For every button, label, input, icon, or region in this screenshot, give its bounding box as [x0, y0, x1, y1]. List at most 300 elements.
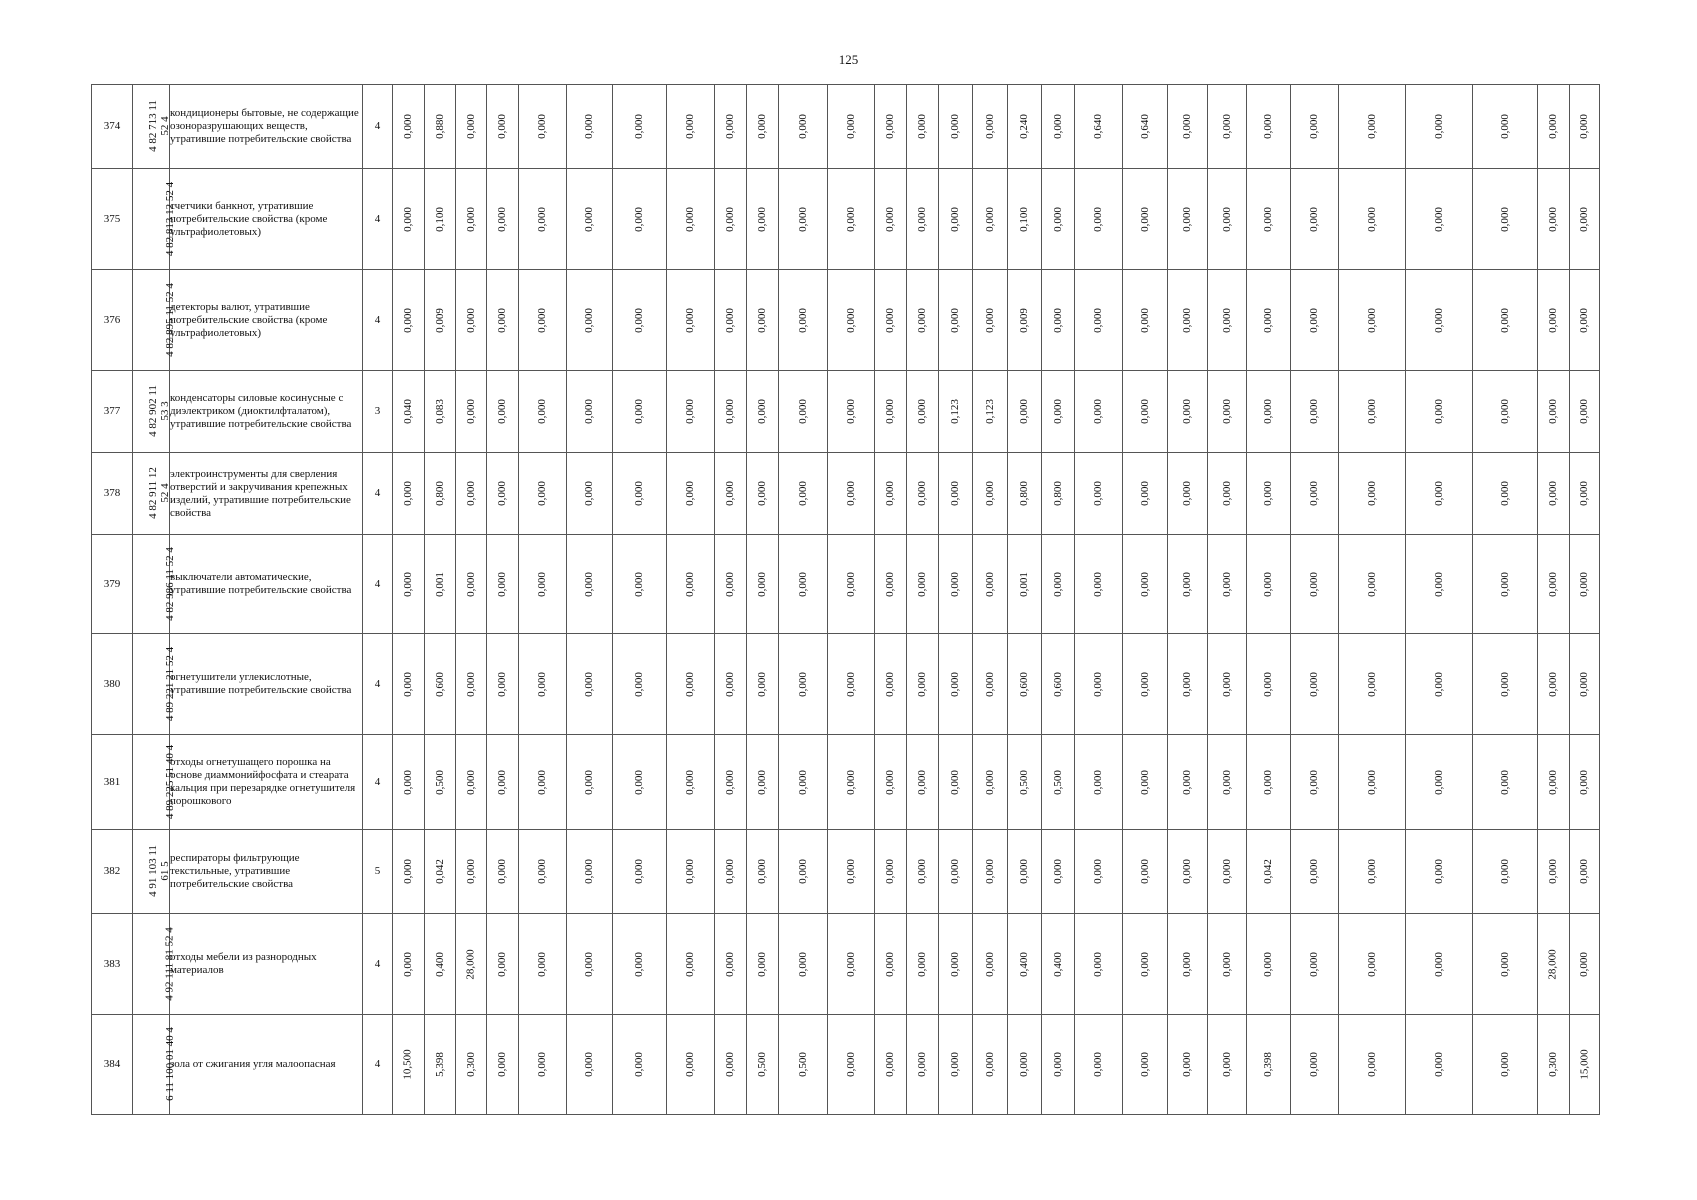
value-cell-text: 0,000 [1498, 769, 1511, 795]
value-cell-text: 0,000 [1138, 481, 1151, 506]
value-cell [1042, 270, 1075, 371]
value-cell [747, 169, 779, 270]
value-cell [939, 735, 973, 830]
value-cell [667, 634, 715, 735]
value-cell-text: 0,000 [1365, 769, 1378, 795]
value-cell-text: 0,000 [1220, 399, 1233, 424]
value-cell [487, 830, 519, 914]
value-cell-text: 0,000 [949, 1052, 961, 1077]
value-cell-text: 0,000 [684, 951, 696, 977]
value-cell [613, 535, 667, 634]
value-cell [907, 735, 939, 830]
value-cell [425, 735, 456, 830]
value-cell-text: 0,000 [756, 399, 768, 424]
value-cell-text: 0,000 [1547, 769, 1559, 795]
value-cell [519, 85, 567, 169]
value-cell-text: 0,000 [496, 571, 508, 597]
waste-code [133, 535, 176, 634]
value-cell [1570, 270, 1600, 371]
value-cell [747, 270, 779, 371]
value-cell-text: 0,000 [1432, 671, 1445, 697]
row-number: 381 [92, 735, 133, 830]
waste-registry-table [91, 84, 1600, 1115]
value-cell-text: 0,000 [1498, 1052, 1511, 1077]
value-cell [1339, 1015, 1406, 1115]
value-cell-text: 0,000 [1262, 951, 1274, 977]
value-cell [393, 535, 425, 634]
value-cell-text: 0,000 [916, 571, 928, 597]
value-cell-text: 0,083 [433, 399, 446, 424]
value-cell [1168, 1015, 1208, 1115]
table-row [92, 270, 1600, 371]
value-cell [715, 914, 747, 1015]
hazard-class: 3 [363, 371, 393, 453]
value-cell [939, 830, 973, 914]
value-cell [715, 1015, 747, 1115]
value-cell [667, 830, 715, 914]
value-cell-text: 0,000 [1262, 671, 1274, 697]
value-cell [939, 371, 973, 453]
value-cell [613, 371, 667, 453]
waste-code-text: 4 89 225 51 40 4 [164, 744, 177, 819]
value-cell-text: 0,640 [1138, 114, 1151, 139]
value-cell-text: 0,000 [402, 859, 414, 884]
value-cell [1570, 735, 1600, 830]
value-cell-text: 0,000 [536, 769, 548, 795]
value-cell [1291, 535, 1339, 634]
value-cell-text: 0,000 [1578, 859, 1590, 884]
value-cell-text: 0,000 [1308, 859, 1320, 884]
value-cell [779, 453, 828, 535]
value-cell [456, 371, 487, 453]
waste-code-text: 4 82 895 11 52 4 [163, 282, 176, 357]
value-cell [456, 914, 487, 1015]
value-cell-text: 0,000 [1181, 671, 1193, 697]
value-cell-text: 0,000 [1498, 859, 1511, 884]
value-cell [747, 453, 779, 535]
value-cell-text: 0,000 [949, 114, 961, 139]
value-cell-text: 0,000 [1092, 769, 1104, 795]
value-cell [1168, 914, 1208, 1015]
value-cell-text: 0,000 [916, 206, 928, 232]
value-cell [456, 830, 487, 914]
value-cell-text: 0,000 [796, 571, 809, 597]
value-cell-text: 0,000 [983, 571, 996, 597]
value-cell [425, 535, 456, 634]
value-cell [1123, 735, 1168, 830]
value-cell [487, 371, 519, 453]
value-cell [1008, 634, 1042, 735]
value-cell [1008, 830, 1042, 914]
value-cell [1042, 1015, 1075, 1115]
value-cell-text: 0,000 [464, 859, 477, 884]
value-cell [393, 85, 425, 169]
value-cell-text: 0,000 [1220, 671, 1233, 697]
value-cell [1339, 634, 1406, 735]
value-cell [1008, 1015, 1042, 1115]
waste-name: кондиционеры бытовые, не содержащие озоноразрушающих веществ, утратившие потребительские свойства [170, 85, 363, 169]
value-cell-text: 0,000 [1181, 1052, 1193, 1077]
value-cell-text: 0,000 [633, 571, 645, 597]
table-row [92, 634, 1600, 735]
value-cell [667, 735, 715, 830]
value-cell-text: 0,000 [844, 399, 857, 424]
value-cell-text: 0,000 [1138, 769, 1151, 795]
value-cell [613, 634, 667, 735]
value-cell-text: 0,000 [1498, 399, 1511, 424]
value-cell [1406, 453, 1473, 535]
value-cell [425, 169, 456, 270]
value-cell [1339, 85, 1406, 169]
value-cell-text: 0,000 [1308, 1052, 1320, 1077]
value-cell-text: 0,000 [756, 307, 768, 333]
value-cell [487, 1015, 519, 1115]
value-cell-text: 5,398 [433, 1052, 446, 1077]
value-cell-text: 0,000 [844, 481, 857, 506]
value-cell-text: 0,000 [796, 307, 809, 333]
value-cell-text: 0,000 [633, 1052, 645, 1077]
value-cell [1075, 1015, 1123, 1115]
value-cell [875, 85, 907, 169]
value-cell [667, 453, 715, 535]
value-cell-text: 0,000 [884, 671, 896, 697]
value-cell [1339, 535, 1406, 634]
value-cell-text: 0,000 [496, 307, 508, 333]
value-cell [613, 735, 667, 830]
value-cell [875, 735, 907, 830]
value-cell [1291, 634, 1339, 735]
value-cell-text: 0,000 [724, 307, 736, 333]
value-cell [828, 535, 875, 634]
value-cell-text: 0,000 [1578, 671, 1590, 697]
value-cell-text: 0,000 [633, 951, 645, 977]
value-cell [779, 371, 828, 453]
value-cell-text: 0,123 [983, 399, 996, 424]
value-cell [1247, 535, 1291, 634]
value-cell [1538, 735, 1570, 830]
value-cell [907, 914, 939, 1015]
value-cell [613, 1015, 667, 1115]
value-cell [1291, 85, 1339, 169]
value-cell [487, 270, 519, 371]
value-cell [907, 830, 939, 914]
value-cell-text: 0,000 [1498, 307, 1511, 333]
value-cell [1570, 453, 1600, 535]
value-cell-text: 0,000 [1365, 206, 1378, 232]
value-cell-text: 0,000 [916, 307, 928, 333]
value-cell-text: 0,000 [1051, 859, 1064, 884]
value-cell-text: 0,000 [1220, 1052, 1233, 1077]
row-number: 383 [92, 914, 133, 1015]
value-cell [1042, 914, 1075, 1015]
value-cell [907, 85, 939, 169]
value-cell [1075, 453, 1123, 535]
value-cell-text: 0,000 [983, 769, 996, 795]
value-cell-text: 0,000 [684, 114, 696, 139]
value-cell [1473, 535, 1538, 634]
value-cell [1168, 634, 1208, 735]
value-cell [907, 535, 939, 634]
value-cell [1208, 85, 1247, 169]
value-cell [1406, 535, 1473, 634]
value-cell-text: 0,000 [796, 671, 809, 697]
value-cell [973, 371, 1008, 453]
value-cell [1208, 371, 1247, 453]
value-cell-text: 0,000 [1498, 206, 1511, 232]
value-cell [667, 169, 715, 270]
value-cell-text: 0,000 [464, 671, 477, 697]
value-cell-text: 0,000 [1308, 671, 1320, 697]
waste-name: выключатели автоматические, утратившие потребительские свойства [170, 535, 363, 634]
table-row [92, 85, 1600, 169]
value-cell [875, 634, 907, 735]
value-cell-text: 0,000 [1092, 481, 1104, 506]
value-cell-text: 0,000 [983, 481, 996, 506]
value-cell [973, 535, 1008, 634]
value-cell [519, 535, 567, 634]
value-cell [715, 634, 747, 735]
value-cell-text: 0,000 [796, 399, 809, 424]
waste-name: детекторы валют, утратившие потребительские свойства (кроме ультрафиолетовых) [170, 270, 363, 371]
value-cell-text: 0,000 [884, 307, 896, 333]
value-cell [393, 735, 425, 830]
value-cell-text: 0,000 [402, 671, 414, 697]
value-cell [1208, 270, 1247, 371]
value-cell [939, 914, 973, 1015]
value-cell [1168, 453, 1208, 535]
value-cell [456, 169, 487, 270]
waste-name: конденсаторы силовые косинусные с диэлектриком (диоктилфталатом), утратившие потребительские свойства [170, 371, 363, 453]
value-cell-text: 0,000 [1181, 206, 1193, 232]
value-cell-text: 0,000 [402, 769, 414, 795]
value-cell-text: 0,000 [1547, 571, 1559, 597]
value-cell [456, 270, 487, 371]
value-cell [1538, 1015, 1570, 1115]
value-cell-text: 0,000 [1051, 307, 1064, 333]
waste-code-text: 4 82 986 11 52 4 [163, 546, 176, 621]
value-cell-text: 0,300 [464, 1052, 477, 1077]
value-cell-text: 0,000 [464, 769, 477, 795]
value-cell [939, 270, 973, 371]
value-cell [487, 735, 519, 830]
value-cell-text: 0,000 [496, 1052, 508, 1077]
table-row [92, 830, 1600, 914]
value-cell-text: 0,000 [756, 114, 768, 139]
value-cell-text: 0,500 [756, 1052, 768, 1077]
waste-name: респираторы фильтрующие текстильные, утратившие потребительские свойства [170, 830, 363, 914]
value-cell-text: 0,000 [756, 951, 768, 977]
value-cell [1247, 735, 1291, 830]
value-cell [1570, 85, 1600, 169]
value-cell-text: 0,100 [1018, 206, 1030, 232]
value-cell-text: 0,000 [949, 859, 961, 884]
value-cell-text: 0,000 [796, 206, 809, 232]
value-cell-text: 0,000 [536, 481, 548, 506]
value-cell [973, 914, 1008, 1015]
value-cell [1473, 634, 1538, 735]
value-cell [1123, 535, 1168, 634]
value-cell-text: 0,000 [916, 859, 928, 884]
value-cell [907, 634, 939, 735]
hazard-class: 4 [363, 270, 393, 371]
value-cell [519, 270, 567, 371]
value-cell-text: 0,000 [1578, 114, 1590, 139]
value-cell [519, 735, 567, 830]
value-cell [1406, 634, 1473, 735]
value-cell-text: 0,000 [536, 951, 548, 977]
row-number: 379 [92, 535, 133, 634]
value-cell-text: 0,000 [464, 399, 477, 424]
value-cell [425, 914, 456, 1015]
value-cell-text: 0,880 [433, 114, 446, 139]
value-cell-text: 0,000 [1498, 571, 1511, 597]
value-cell-text: 0,000 [1092, 951, 1104, 977]
value-cell [1008, 735, 1042, 830]
table-row [92, 169, 1600, 270]
value-cell-text: 0,000 [633, 859, 645, 884]
value-cell [567, 453, 613, 535]
value-cell-text: 0,400 [1018, 951, 1030, 977]
value-cell-text: 0,600 [1051, 671, 1064, 697]
value-cell [487, 85, 519, 169]
value-cell-text: 0,000 [983, 307, 996, 333]
value-cell-text: 0,000 [1262, 399, 1274, 424]
value-cell-text: 0,000 [583, 307, 595, 333]
value-cell-text: 0,000 [1220, 951, 1233, 977]
row-number: 375 [92, 169, 133, 270]
waste-code-text: 4 82 813 12 52 4 [164, 181, 177, 256]
value-cell [1208, 169, 1247, 270]
value-cell-text: 0,000 [1432, 206, 1445, 232]
value-cell [747, 634, 779, 735]
value-cell-text: 0,000 [844, 1052, 857, 1077]
value-cell [1406, 830, 1473, 914]
value-cell [519, 453, 567, 535]
value-cell [613, 830, 667, 914]
value-cell [973, 735, 1008, 830]
waste-code-text: 4 92 111 81 52 4 [163, 926, 176, 1001]
value-cell [715, 453, 747, 535]
waste-name: отходы огнетушащего порошка на основе диаммонийфосфата и стеарата кальция при перезарядке огнетушителя порошкового [170, 735, 363, 830]
value-cell [613, 169, 667, 270]
value-cell [1538, 830, 1570, 914]
value-cell-text: 0,000 [633, 206, 645, 232]
value-cell [456, 85, 487, 169]
value-cell-text: 0,000 [1365, 859, 1378, 884]
value-cell-text: 0,000 [583, 671, 595, 697]
waste-code [133, 830, 170, 914]
value-cell [487, 914, 519, 1015]
value-cell-text: 0,000 [884, 769, 896, 795]
value-cell [1538, 169, 1570, 270]
value-cell-text: 0,000 [724, 1052, 736, 1077]
value-cell-text: 0,000 [496, 951, 508, 977]
value-cell-text: 0,000 [916, 671, 928, 697]
value-cell [1291, 1015, 1339, 1115]
value-cell [393, 914, 425, 1015]
value-cell-text: 0,000 [983, 1052, 996, 1077]
value-cell [828, 85, 875, 169]
value-cell [828, 1015, 875, 1115]
value-cell [1339, 735, 1406, 830]
value-cell [1406, 169, 1473, 270]
value-cell [1123, 830, 1168, 914]
value-cell [1473, 1015, 1538, 1115]
value-cell-text: 0,000 [949, 571, 961, 597]
value-cell-text: 0,000 [1220, 307, 1233, 333]
waste-code [133, 735, 177, 830]
waste-code [133, 634, 177, 735]
value-cell [1123, 1015, 1168, 1115]
table-row [92, 453, 1600, 535]
value-cell-text: 28,000 [1547, 948, 1559, 980]
value-cell-text: 0,400 [433, 951, 446, 977]
value-cell-text: 0,000 [724, 114, 736, 139]
value-cell [747, 735, 779, 830]
value-cell-text: 0,000 [1262, 769, 1274, 795]
value-cell [1291, 371, 1339, 453]
value-cell-text: 0,000 [1262, 571, 1274, 597]
value-cell [939, 634, 973, 735]
value-cell-text: 0,000 [1138, 399, 1151, 424]
value-cell [1123, 85, 1168, 169]
value-cell [1042, 453, 1075, 535]
value-cell-text: 0,000 [464, 307, 477, 333]
value-cell-text: 0,000 [756, 481, 768, 506]
value-cell-text: 0,000 [1365, 481, 1378, 506]
waste-code-text: 4 82 902 11 53 3 [146, 385, 171, 437]
value-cell [667, 914, 715, 1015]
value-cell-text: 0,000 [724, 769, 736, 795]
value-cell [667, 270, 715, 371]
value-cell [567, 270, 613, 371]
table-row [92, 914, 1600, 1015]
value-cell [667, 535, 715, 634]
hazard-class: 5 [363, 830, 393, 914]
value-cell [519, 634, 567, 735]
value-cell-text: 0,000 [536, 206, 548, 232]
value-cell-text: 0,000 [1308, 307, 1320, 333]
value-cell [1291, 270, 1339, 371]
value-cell [1473, 85, 1538, 169]
value-cell [939, 1015, 973, 1115]
value-cell [828, 270, 875, 371]
value-cell-text: 0,000 [1547, 307, 1559, 333]
value-cell [747, 830, 779, 914]
value-cell [1247, 85, 1291, 169]
value-cell-text: 0,000 [1092, 307, 1104, 333]
value-cell [393, 1015, 425, 1115]
value-cell-text: 0,000 [884, 951, 896, 977]
waste-code [133, 453, 170, 535]
value-cell-text: 0,000 [583, 571, 595, 597]
value-cell-text: 0,000 [1138, 206, 1151, 232]
value-cell [779, 735, 828, 830]
value-cell-text: 0,000 [1092, 1052, 1104, 1077]
value-cell-text: 0,000 [496, 114, 508, 139]
value-cell [567, 371, 613, 453]
value-cell-text: 0,000 [583, 114, 595, 139]
value-cell-text: 0,000 [1308, 206, 1320, 232]
waste-name: зола от сжигания угля малоопасная [170, 1015, 363, 1115]
value-cell-text: 0,000 [1092, 206, 1104, 232]
table-row [92, 371, 1600, 453]
value-cell-text: 0,000 [796, 114, 809, 139]
value-cell-text: 0,000 [583, 951, 595, 977]
value-cell-text: 0,000 [1138, 671, 1151, 697]
value-cell [939, 169, 973, 270]
value-cell-text: 0,000 [1018, 1052, 1030, 1077]
